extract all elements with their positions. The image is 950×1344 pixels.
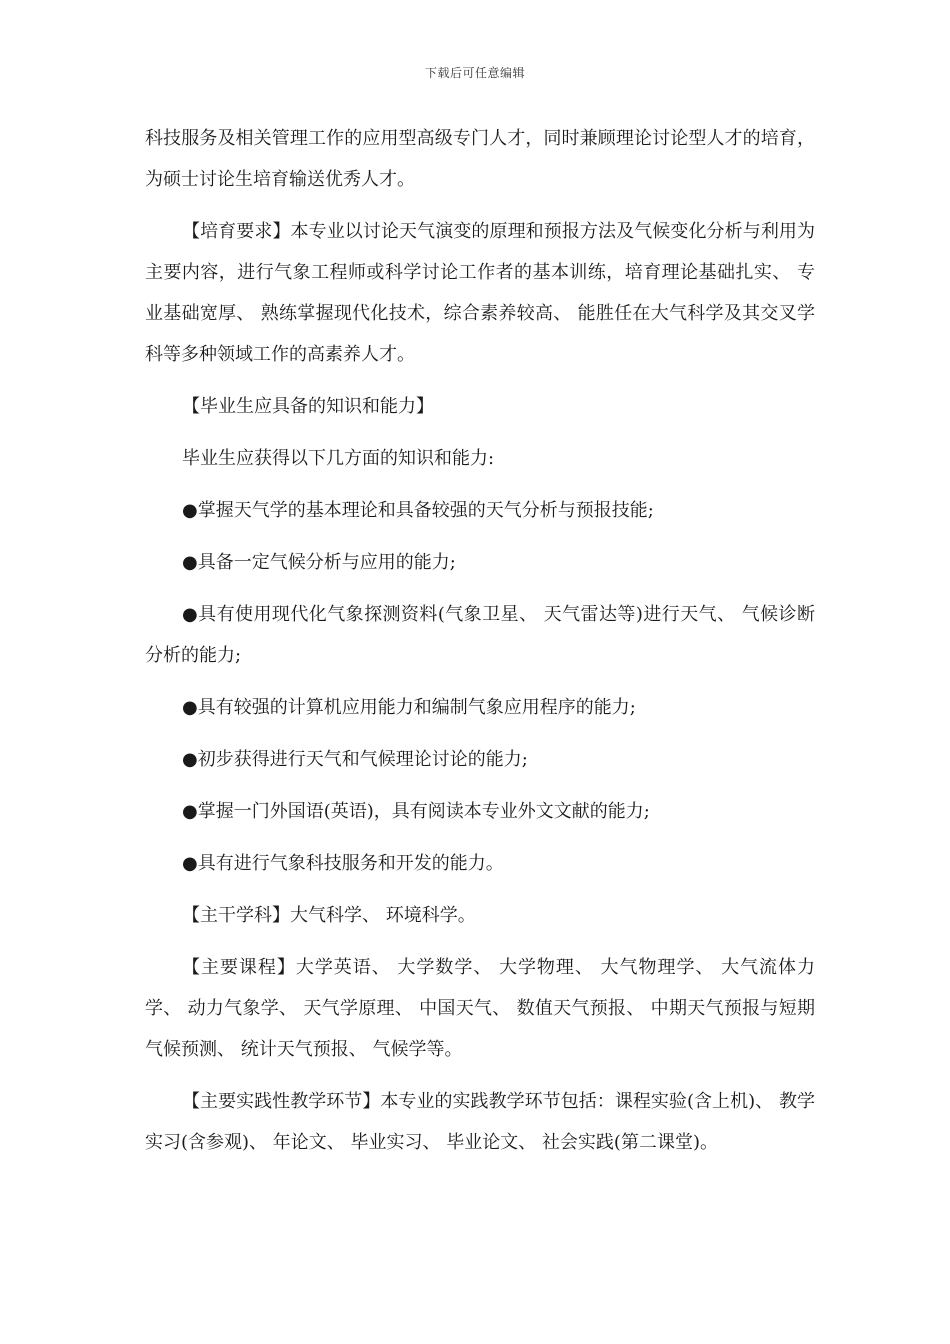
list-item: ●掌握天气学的基本理论和具备较强的天气分析与预报技能; xyxy=(182,500,654,521)
paragraph-practice: 【主要实践性教学环节】本专业的实践教学环节包括：课程实验(含上机)、 教学实习(含参观)、 年论文、 毕业实习、 毕业论文、 社会实践(第二课堂)。 xyxy=(145,1091,815,1153)
document-body xyxy=(145,118,815,1174)
list-item: ●具有较强的计算机应用能力和编制气象应用程序的能力; xyxy=(182,697,636,718)
list-item: ●初步获得进行天气和气候理论讨论的能力; xyxy=(182,749,528,770)
page-header: 下载后可任意编辑 xyxy=(424,66,525,80)
list-item: ●具备一定气候分析与应用的能力; xyxy=(182,552,456,573)
paragraph-training-requirements: 【培育要求】本专业以讨论天气演变的原理和预报方法及气候变化分析与利用为主要内容，进行气象工程师或科学讨论工作者的基本训练，培育理论基础扎实、 专业基础宽厚、 熟练掌握现代化技术，综合素养较高、 能胜任在大气科学及其交叉学科等多种领域工作的高素养人才。 xyxy=(145,221,815,365)
list-item: ●具有使用现代化气象探测资料(气象卫星、 天气雷达等)进行天气、 气候诊断分析的能力; xyxy=(145,604,815,666)
list-item: ●具有进行气象科技服务和开发的能力。 xyxy=(182,853,504,874)
list-item: ●掌握一门外国语(英语)，具有阅读本专业外文文献的能力; xyxy=(182,801,650,822)
paragraph-knowledge-intro: 毕业生应获得以下几方面的知识和能力: xyxy=(182,448,495,469)
paragraph-knowledge-heading: 【毕业生应具备的知识和能力】 xyxy=(182,396,434,417)
paragraph-main-disciplines: 【主干学科】大气科学、 环境科学。 xyxy=(182,905,476,926)
paragraph-main-courses: 【主要课程】大学英语、 大学数学、 大学物理、 大气物理学、 大气流体力学、 动力气象学、 天气学原理、 中国天气、 数值天气预报、 中期天气预报与短期气候预测、 统计天气预报、 气候学等。 xyxy=(145,957,815,1060)
paragraph-intro: 科技服务及相关管理工作的应用型高级专门人才，同时兼顾理论讨论型人才的培育，为硕士讨论生培育输送优秀人才。 xyxy=(145,128,815,190)
